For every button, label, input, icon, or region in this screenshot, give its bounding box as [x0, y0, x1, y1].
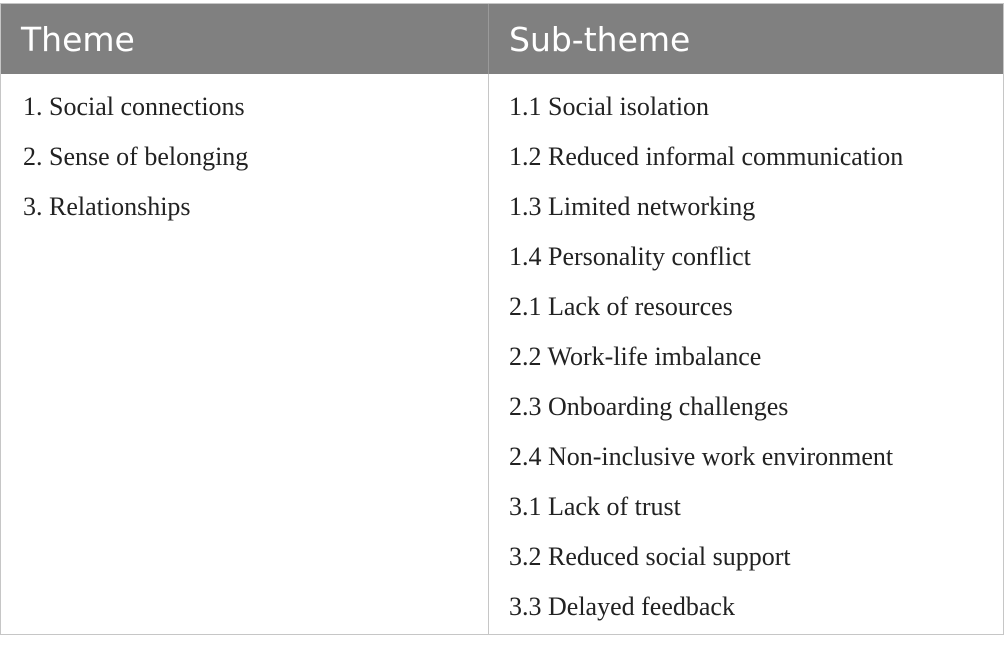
subtheme-column-header: Sub-theme — [488, 4, 1003, 74]
subtheme-item: 2.1 Lack of resources — [509, 292, 733, 321]
subtheme-item: 1.3 Limited networking — [509, 192, 756, 221]
theme-item: 3. Relationships — [23, 192, 191, 221]
subtheme-item: 1.4 Personality conflict — [509, 242, 751, 271]
table-body-row — [1, 74, 1003, 634]
subtheme-item: 2.3 Onboarding challenges — [509, 392, 789, 421]
subtheme-item: 1.1 Social isolation — [509, 92, 710, 121]
subtheme-item: 2.4 Non-inclusive work environment — [509, 442, 894, 471]
theme-item: 1. Social connections — [23, 92, 245, 121]
table-header-row — [1, 4, 1003, 74]
subtheme-cell — [488, 74, 1003, 634]
themes-table — [0, 3, 1004, 635]
subtheme-item: 1.2 Reduced informal communication — [509, 142, 904, 171]
subtheme-item: 3.3 Delayed feedback — [509, 592, 735, 621]
subtheme-item: 3.2 Reduced social support — [509, 542, 791, 571]
subtheme-item: 2.2 Work-life imbalance — [509, 342, 762, 371]
theme-item: 2. Sense of belonging — [23, 142, 249, 171]
theme-cell — [1, 74, 488, 634]
subtheme-item: 3.1 Lack of trust — [509, 492, 681, 521]
theme-column-header: Theme — [21, 19, 135, 59]
